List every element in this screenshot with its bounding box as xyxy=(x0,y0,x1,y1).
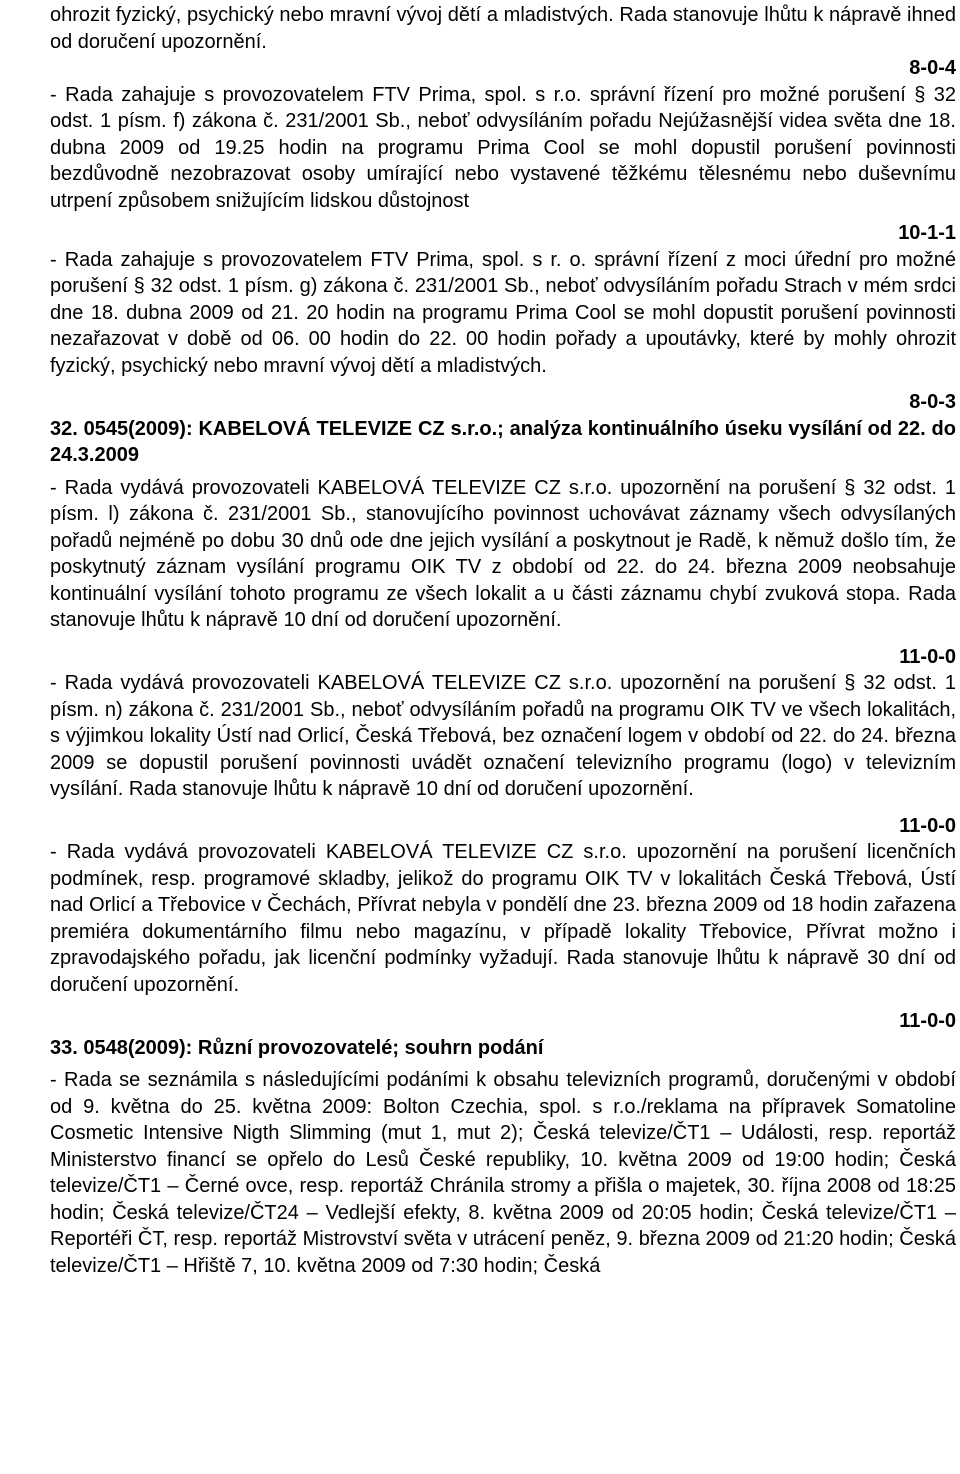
resolution-item: - Rada zahajuje s provozovatelem FTV Prima, spol. s r. o. správní řízení z moci úřední pro možné porušení § 32 odst. 1 písm. g) zákona č. 231/2001 Sb., neboť odvysíláním pořadu Strach v mém srdci dne 18. dubna 2009 od 21. 20 hodin na programu Prima Cool se mohl dopustit porušení povinnosti nezařazovat v době od 06. 00 hodin do 22. 00 hodin pořady a upoutávky, které by mohly ohrozit fyzický, psychický nebo mravní vývoj dětí a mladistvých. xyxy=(50,248,956,377)
paragraph-continuation: ohrozit fyzický, psychický nebo mravní vývoj dětí a mladistvých. Rada stanovuje lhůtu k nápravě ihned od doručení upozornění. xyxy=(50,4,956,53)
resolution-item: - Rada zahajuje s provozovatelem FTV Prima, spol. s r.o. správní řízení pro možné porušení § 32 odst. 1 písm. f) zákona č. 231/2001 Sb., neboť odvysíláním pořadu Nejúžasnější videa světa dne 18. dubna 2009 od 19.25 hodin na programu Prima Cool se mohl dopustil porušení povinnosti bezdůvodně nezobrazovat osoby umírající nebo vystavené těžkému tělesnému nebo duševnímu utrpení způsobem snižujícím lidskou důstojnost xyxy=(50,83,956,212)
resolution-item: - Rada vydává provozovateli KABELOVÁ TELEVIZE CZ s.r.o. upozornění na porušení § 32 odst. 1 písm. n) zákona č. 231/2001 Sb., neboť odvysíláním pořadů na programu OIK TV ve všech lokalitách, s výjimkou lokality Ústí nad Orlicí, Česká Třebová, bez označení logem v období od 22. do 24. března 2009 se dopustil porušení povinnosti uvádět označení televizního programu (logo) v televizním vysílání. Rada stanovuje lhůtu k nápravě 10 dní od doručení upozornění. xyxy=(50,672,956,800)
vote-result: 8-0-3 xyxy=(909,391,956,413)
vote-result: 8-0-4 xyxy=(909,57,956,79)
resolution-item: - Rada vydává provozovateli KABELOVÁ TELEVIZE CZ s.r.o. upozornění na porušení licenčních podmínek, resp. programové skladby, jelikož do programu OIK TV v lokalitách Česká Třebová, Ústí nad Orlicí a Třebovice v Čechách, Přívrat nebyla v pondělí dne 23. března 2009 od 18 hodin zařazena premiéra dokumentárního filmu nebo magazínu, v případě lokality Třebovice, Přívrat možno i zpravodajského pořadu, jak licenční podmínky vyžadují. Rada stanovuje lhůtu k nápravě 30 dní od doručení upozornění. xyxy=(50,841,956,996)
agenda-heading-33: 33. 0548(2009): Různí provozovatelé; souhrn podání xyxy=(50,1036,544,1059)
agenda-heading-32: 32. 0545(2009): KABELOVÁ TELEVIZE CZ s.r.o.; analýza kontinuálního úseku vysílání od 22. do 24.3.2009 xyxy=(50,417,956,466)
document-page xyxy=(50,2,956,1279)
vote-result: 10-1-1 xyxy=(898,222,956,244)
vote-result: 11-0-0 xyxy=(899,645,956,668)
vote-result: 11-0-0 xyxy=(899,814,956,837)
resolution-item: - Rada se seznámila s následujícími podáními k obsahu televizních programů, doručenými v období od 9. května do 25. května 2009: Bolton Czechia, spol. s r.o./reklama na přípravek Somatoline Cosmetic Intensive Nigth Slimming (mut 1, mut 2); Česká televize/ČT1 – Události, resp. reportáž Ministerstvo financí se opřelo do Lesů České republiky, 10. května 2009 od 19:00 hodin; Česká televize/ČT1 – Černé ovce, resp. reportáž Chránila stromy a přišla o majetek, 30. října 2008 od 18:25 hodin; Česká televize/ČT24 – Vedlejší efekty, 8. května 2009 od 20:05 hodin; Česká televize/ČT1 – Reportéři ČT, resp. reportáž Mistrovství světa v utrácení peněz, 9. března 2009 od 21:20 hodin; Česká televize/ČT1 – Hřiště 7, 10. května 2009 od 7:30 hodin; Česká xyxy=(50,1069,956,1277)
vote-result: 11-0-0 xyxy=(899,1010,956,1032)
resolution-item: - Rada vydává provozovateli KABELOVÁ TELEVIZE CZ s.r.o. upozornění na porušení § 32 odst. 1 písm. l) zákona č. 231/2001 Sb., stanovujícího povinnost uchovávat záznamy všech odvysílaných pořadů nejméně po dobu 30 dnů ode dne jejich vysílání a poskytnout je Radě, k němuž došlo tím, že poskytnutý záznam vysílání programu OIK TV z období od 22. do 24. března 2009 neobsahuje kontinuální vysílání tohoto programu ze všech lokalit a u části záznamu chybí zvuková stopa. Rada stanovuje lhůtu k nápravě 10 dní od doručení upozornění. xyxy=(50,476,956,631)
